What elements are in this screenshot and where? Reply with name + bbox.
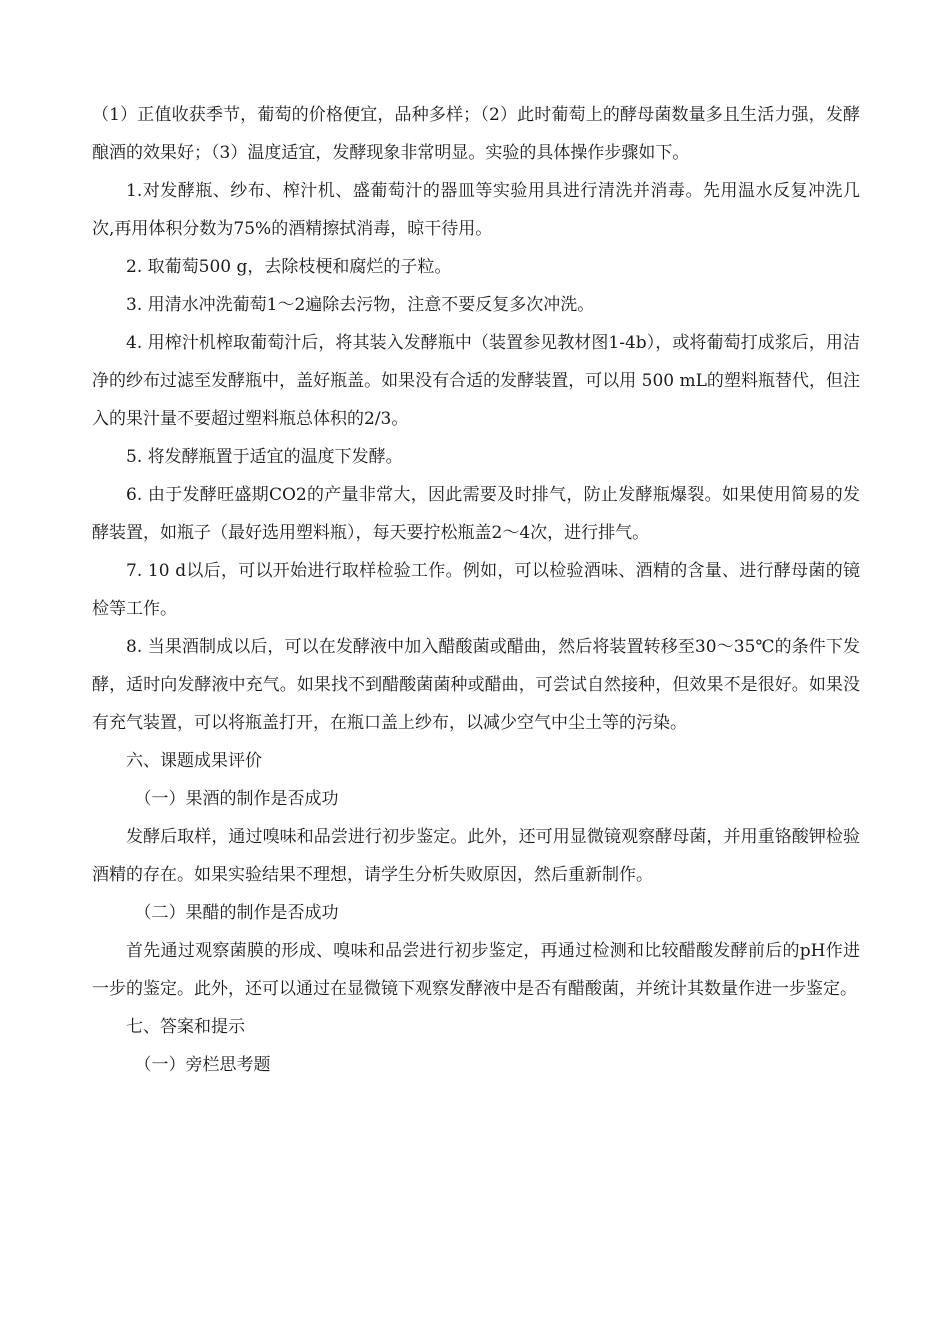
document-body bbox=[92, 96, 860, 1084]
section-6-heading: 六、课题成果评价 bbox=[126, 751, 262, 771]
step-8-paragraph: 8. 当果酒制成以后，可以在发酵液中加入醋酸菌或醋曲，然后将装置转移至30～35℃的条件下发酵，适时向发酵液中充气。如果找不到醋酸菌菌种或醋曲，可尝试自然接种，但效果不是很好。如果没有充气装置，可以将瓶盖打开，在瓶口盖上纱布，以减少空气中尘土等的污染。 bbox=[92, 637, 860, 733]
step-1-paragraph: 1.对发酵瓶、纱布、榨汁机、盛葡萄汁的器皿等实验用具进行清洗并消毒。先用温水反复冲洗几次,再用体积分数为75%的酒精擦拭消毒，晾干待用。 bbox=[92, 181, 860, 239]
step-7-paragraph: 7. 10 d以后，可以开始进行取样检验工作。例如，可以检验酒味、酒精的含量、进行酵母菌的镜检等工作。 bbox=[92, 561, 860, 619]
intro-paragraph: （1）正值收获季节，葡萄的价格便宜，品种多样；（2）此时葡萄上的酵母菌数量多且生活力强，发酵酿酒的效果好；（3）温度适宜，发酵现象非常明显。实验的具体操作步骤如下。 bbox=[92, 105, 860, 163]
step-3-paragraph: 3. 用清水冲洗葡萄1～2遍除去污物，注意不要反复多次冲洗。 bbox=[126, 295, 595, 315]
section-7-heading: 七、答案和提示 bbox=[126, 1017, 245, 1037]
step-4-paragraph: 4. 用榨汁机榨取葡萄汁后，将其装入发酵瓶中（装置参见教材图1-4b），或将葡萄打成浆后，用洁净的纱布过滤至发酵瓶中，盖好瓶盖。如果没有合适的发酵装置，可以用 500 mL的塑料瓶替代，但注入的果汁量不要超过塑料瓶总体积的2/3。 bbox=[92, 333, 860, 429]
step-2-paragraph: 2. 取葡萄500 g，去除枝梗和腐烂的子粒。 bbox=[126, 257, 452, 277]
section-6-2-subheading: （二）果醋的制作是否成功 bbox=[134, 903, 339, 923]
section-7-1-subheading: （一）旁栏思考题 bbox=[134, 1055, 271, 1075]
section-6-1-paragraph: 发酵后取样，通过嗅味和品尝进行初步鉴定。此外，还可用显微镜观察酵母菌，并用重铬酸钾检验酒精的存在。如果实验结果不理想，请学生分析失败原因，然后重新制作。 bbox=[92, 827, 860, 885]
step-5-paragraph: 5. 将发酵瓶置于适宜的温度下发酵。 bbox=[126, 447, 403, 467]
section-6-1-subheading: （一）果酒的制作是否成功 bbox=[134, 789, 339, 809]
step-6-paragraph: 6. 由于发酵旺盛期CO2的产量非常大，因此需要及时排气，防止发酵瓶爆裂。如果使用简易的发酵装置，如瓶子（最好选用塑料瓶），每天要拧松瓶盖2～4次，进行排气。 bbox=[92, 485, 860, 543]
section-6-2-paragraph: 首先通过观察菌膜的形成、嗅味和品尝进行初步鉴定，再通过检测和比较醋酸发酵前后的pH作进一步的鉴定。此外，还可以通过在显微镜下观察发酵液中是否有醋酸菌，并统计其数量作进一步鉴定。 bbox=[92, 941, 860, 999]
